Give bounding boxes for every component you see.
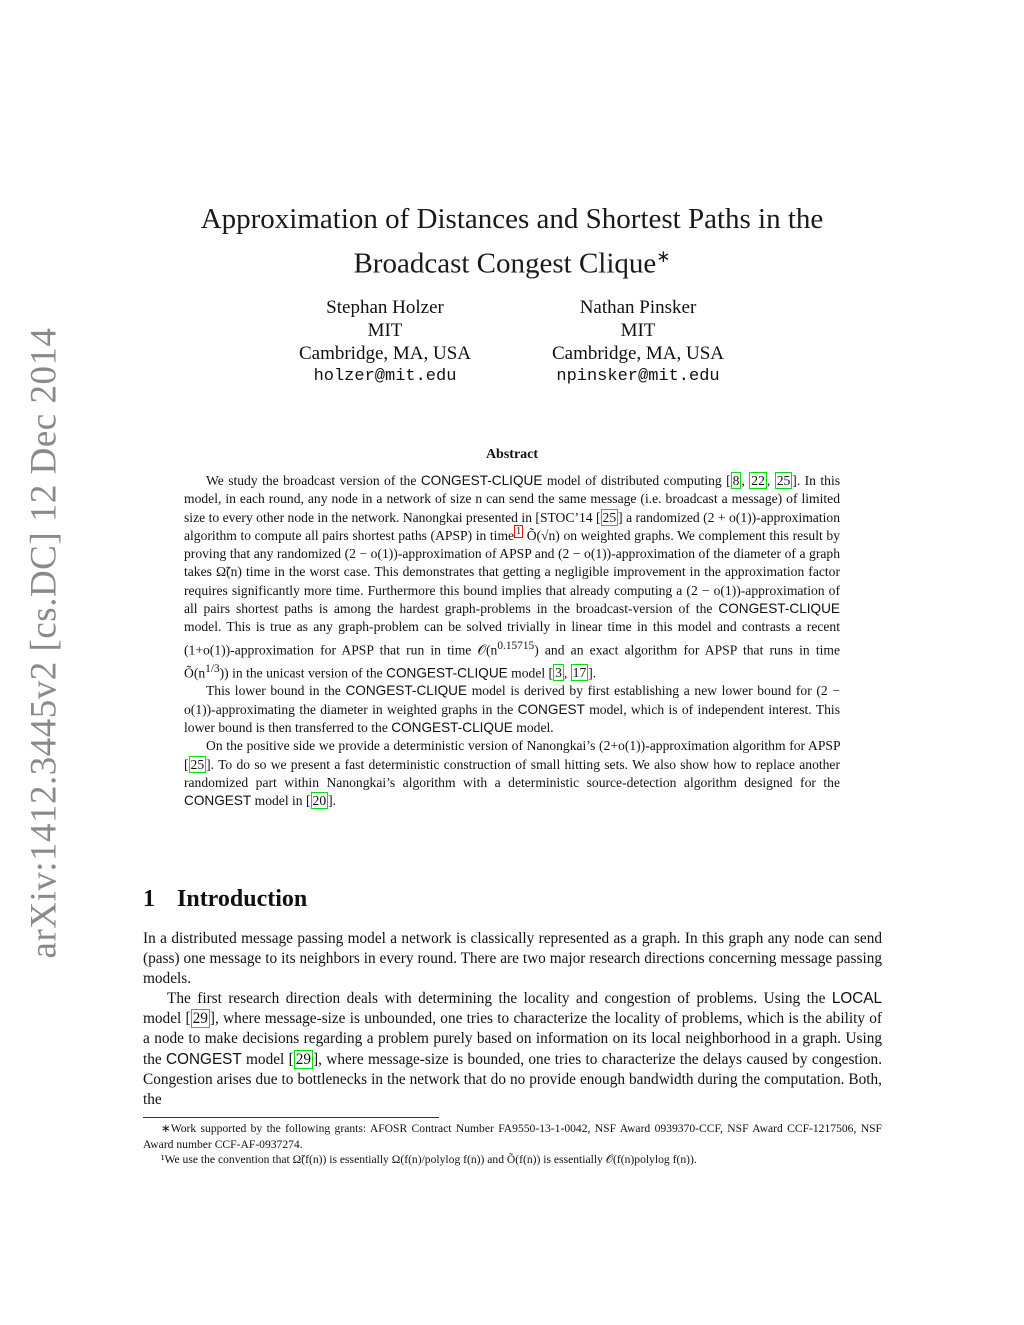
section-title: Introduction bbox=[177, 886, 308, 912]
citation-link[interactable]: 20 bbox=[312, 793, 327, 809]
intro-body bbox=[143, 929, 882, 1110]
title-line-1: Approximation of Distances and Shortest Paths in the bbox=[200, 203, 824, 235]
author-block bbox=[533, 296, 743, 388]
model-name: CONGEST bbox=[166, 1050, 242, 1068]
citation-link[interactable]: 22 bbox=[751, 473, 765, 488]
footnotes bbox=[143, 1121, 882, 1168]
citation-link[interactable]: 8 bbox=[732, 473, 740, 488]
model-name: CONGEST bbox=[184, 793, 252, 809]
section-number: 1 bbox=[143, 886, 155, 912]
model-name: CONGEST-CLIQUE bbox=[718, 601, 840, 617]
model-name: CONGEST-CLIQUE bbox=[345, 683, 468, 699]
author-affiliation: MIT bbox=[367, 320, 403, 341]
abstract-heading: Abstract bbox=[485, 447, 539, 462]
citation-link[interactable]: 3 bbox=[555, 665, 562, 681]
arxiv-id: arXiv:1412.3445v2 [cs.DC] 12 Dec 2014 bbox=[23, 327, 65, 959]
paper-title bbox=[140, 200, 884, 283]
model-name: LOCAL bbox=[831, 990, 882, 1008]
model-name: CONGEST bbox=[517, 701, 585, 717]
model-name: CONGEST-CLIQUE bbox=[386, 665, 508, 681]
author-location: Cambridge, MA, USA bbox=[298, 343, 472, 364]
author-email: holzer@mit.edu bbox=[313, 367, 457, 386]
arxiv-sidebar-stamp bbox=[22, 327, 66, 959]
citation-link[interactable]: 25 bbox=[190, 756, 205, 772]
section-heading bbox=[143, 886, 307, 913]
citation-link[interactable]: 25 bbox=[776, 473, 791, 488]
author-location: Cambridge, MA, USA bbox=[551, 343, 725, 364]
title-line-2: Broadcast Congest Clique bbox=[353, 247, 657, 280]
abstract-paragraph: On the positive side we provide a deterministic version of Nanongkai’s (2+o(1))-approximation algorithm for APSP [ 25 ]. To do so we present a fast deterministic construction of small hitting sets. We also show how to replace another randomized part within Nanongkai’s algorithm with a deterministic source-detection algorithm designed for the CONGEST model in [ 20 ]. bbox=[184, 738, 840, 809]
citation-link[interactable]: 29 bbox=[192, 1010, 208, 1028]
body-paragraph: In a distributed message passing model a network is classically represented as a graph. In this graph any node can send (pass) one message to its neighbors in every round. There are two major research directions concerning message passing models. bbox=[143, 930, 882, 988]
footnote-link[interactable]: 1 bbox=[516, 526, 522, 538]
model-name: CONGEST-CLIQUE bbox=[391, 719, 513, 735]
author-name: Stephan Holzer bbox=[326, 297, 444, 318]
author-block bbox=[280, 296, 490, 388]
abstract-body bbox=[184, 472, 840, 810]
author-affiliation: MIT bbox=[620, 320, 656, 341]
model-name: CONGEST-CLIQUE bbox=[420, 473, 543, 488]
author-email: npinsker@mit.edu bbox=[556, 367, 720, 386]
footnote: ∗Work supported by the following grants: AFOSR Contract Number FA9550-13-1-0042, NSF Award 0939370-CCF, NSF Award CCF-1217506, NSF Award number CCF-AF-0937274. bbox=[143, 1122, 882, 1151]
author-name: Nathan Pinsker bbox=[579, 297, 697, 318]
body-paragraph: The first research direction deals with determining the locality and congestion of problems. Using the LOCAL model [ 29 ], where message-size is unbounded, one tries to characterize the locality of problems, which is the ability of a node to make decisions regarding a problem purely based on information on its local neighborhood in a graph. Using the CONGEST model [ 29 ], where message-size is bounded, one tries to characterize the delays caused by congestion. Congestion arises due to bottlenecks in the network that do no provide enough bandwidth during the computation. Both, the bbox=[143, 990, 883, 1108]
footnote-divider bbox=[143, 1117, 439, 1118]
footnote: ¹We use the convention that Ω̃(f(n)) is essentially Ω(f(n)/polylog f(n)) and Õ(f(n)) is essentially 𝒪(f(n)polylog f(n)). bbox=[161, 1153, 697, 1166]
citation-link[interactable]: 17 bbox=[572, 665, 587, 681]
title-footnote-mark: ∗ bbox=[656, 247, 671, 266]
abstract-paragraph: This lower bound in the CONGEST-CLIQUE model is derived by first establishing a new lower bound for (2 − o(1))-approximating the diameter in weighted graphs in the CONGEST model, which is of independent interest. This lower bound is then transferred to the CONGEST-CLIQUE model. bbox=[184, 683, 840, 735]
citation-link[interactable]: 29 bbox=[295, 1050, 312, 1068]
abstract-paragraph: We study the broadcast version of the CONGEST-CLIQUE model of distributed computing [ 8 , 22 , 25 ]. In this model, in each round, any node in a network of size n can send the same message (i.e. broadcast a message) of limited size to every other node in the network. Nanongkai presented in [STOC’14 [ 25 ] a randomized (2 + o(1))-approximation algorithm to compute all pairs shortest paths (APSP) in time $^1$ Õ(√n) on weighted graphs. We complement this result by proving that any randomized (2 − o(1))-approximation of APSP and (2 − o(1))-approximation of the diameter of a graph takes Ω̃(n) time in the worst case. This demonstrates that getting a negligible improvement in the approximation factor requires significantly more time. Furthermore this bound implies that already computing a (2 − o(1))-approximation of all pairs shortest paths is among the hardest graph-problems in the broadcast-version of the CONGEST-CLIQUE model. This is true as any graph-problem can be solved trivially in linear time in this model and contrasts a recent (1+o(1))-approximation for APSP that run in time $𝒪(n^{0.15715})$ and an exact algorithm for APSP that runs in time $Õ(n^{1/3})$) in the unicast version of the CONGEST-CLIQUE model [ 3 , 17 ]. bbox=[184, 473, 841, 681]
citation-link[interactable]: 25 bbox=[602, 509, 617, 525]
